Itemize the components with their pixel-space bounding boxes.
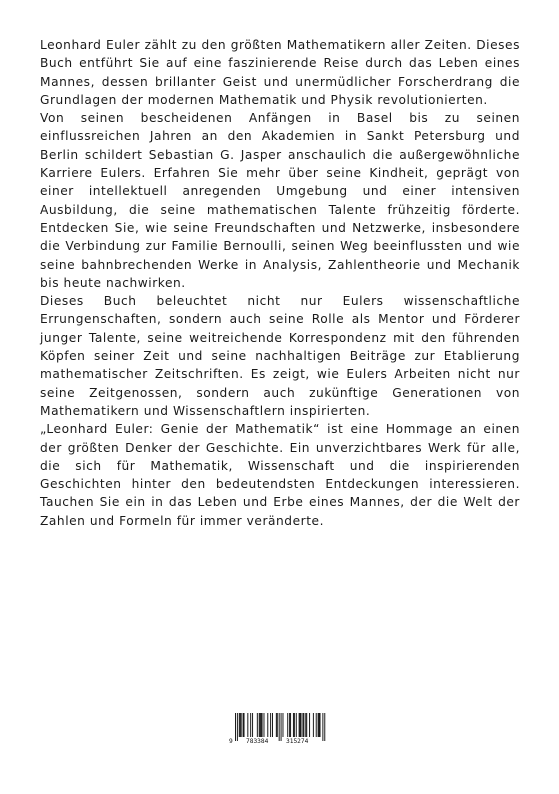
barcode-bar (300, 713, 301, 737)
barcode-bar (305, 713, 306, 737)
barcode-bar (244, 713, 245, 737)
barcode-digits (228, 737, 326, 747)
barcode-bar (260, 713, 261, 737)
barcode-first-digit: 9 (229, 738, 233, 745)
barcode-bar (240, 713, 241, 737)
barcode-bar (299, 713, 300, 737)
blurb-paragraph-2: Von seinen bescheidenen Anfängen in Basel bis zu seinen einflussreichen Jahren an den Akademien in Sankt Petersburg und Berlin schildert Sebastian G. Jasper anschaulich die außergewöhnliche Karriere Eulers. Erfahren Sie mehr über seine Kindheit, geprägt von einer intellektuell anregenden Umgebung und einer intensiven Ausbildung, die seine mathematischen Talente frühzeitig förderte. Entdecken Sie, wie seine Freundschaften und Netzwerke, insbesondere die Verbindung zur Familie Bernoulli, seinen Weg beeinflussten und wie seine bahnbrechenden Werke in Analysis, Zahlentheorie und Mechanik bis heute nachwirken. (40, 111, 520, 290)
isbn-barcode (228, 713, 326, 747)
barcode-bar (241, 713, 242, 737)
barcode-bar (320, 713, 321, 737)
barcode-bar (276, 713, 277, 737)
barcode-right-group: 315274 (286, 738, 309, 745)
barcode-bar (262, 713, 263, 737)
barcode-bar (313, 713, 314, 737)
barcode-left-group: 783384 (246, 738, 269, 745)
barcode-bar (257, 713, 258, 737)
barcode-bar (247, 713, 248, 737)
barcode-bar (319, 713, 320, 737)
barcode-bar (261, 713, 262, 737)
blurb-text (40, 36, 520, 530)
barcode-bar (250, 713, 251, 737)
barcode-bar (283, 713, 284, 737)
barcode-bar (259, 713, 260, 737)
barcode-bar (309, 713, 310, 737)
barcode-bar (243, 713, 244, 737)
barcode-bar (239, 713, 240, 737)
barcode-bar (277, 713, 278, 737)
barcode-bar (296, 713, 297, 737)
barcode-bar (264, 713, 265, 737)
barcode-bar (272, 713, 273, 737)
blurb-paragraph-4: „Leonhard Euler: Genie der Mathematik“ ist eine Hommage an einen der größten Denker der Geschichte. Ein unverzichtbares Werk für alle, die sich für Mathematik, Wissenschaft und die inspirierenden Geschichten hinter den bedeutendsten Entdeckungen interessieren. Tauchen Sie ein in das Leben und Erbe eines Mannes, der die Welt der Zahlen und Formeln für immer veränderte. (40, 422, 520, 528)
barcode-bar (316, 713, 317, 737)
barcode-bar (293, 713, 294, 737)
barcode-bar (287, 713, 288, 737)
barcode-bar (289, 713, 290, 737)
barcode-bar (303, 713, 304, 737)
blurb-paragraph-1: Leonhard Euler zählt zu den größten Mathematikern aller Zeiten. Dieses Buch entführt Sie auf eine faszinierende Reise durch das Leben eines Mannes, dessen brillanter Geist und unermüdlicher Forscherdrang die Grundlagen der modernen Mathematik und Physik revolutionierten. (40, 38, 520, 107)
barcode-bar (267, 713, 268, 737)
barcode-bar (318, 713, 319, 737)
barcode-bar (270, 713, 271, 737)
barcode-bar (301, 713, 302, 737)
blurb-paragraph-3: Dieses Buch beleuchtet nicht nur Eulers wissenschaftliche Errungenschaften, sondern auch seine Rolle als Mentor und Förderer junger Talente, seine weitreichende Korrespondenz mit den führenden Köpfen seiner Zeit und seine nachhaltigen Beiträge zur Etablierung mathematischer Zeitschriften. Es zeigt, wie Eulers Arbeiten nicht nur seine Zeitgenossen, sondern auch zukünftige Generationen von Mathematikern und Wissenschaftlern inspirierten. (40, 294, 520, 418)
barcode-bar (306, 713, 307, 737)
barcode-bar (290, 713, 291, 737)
barcode-bar (302, 713, 303, 737)
barcode-bar (294, 713, 295, 737)
barcode-bar (252, 713, 253, 737)
